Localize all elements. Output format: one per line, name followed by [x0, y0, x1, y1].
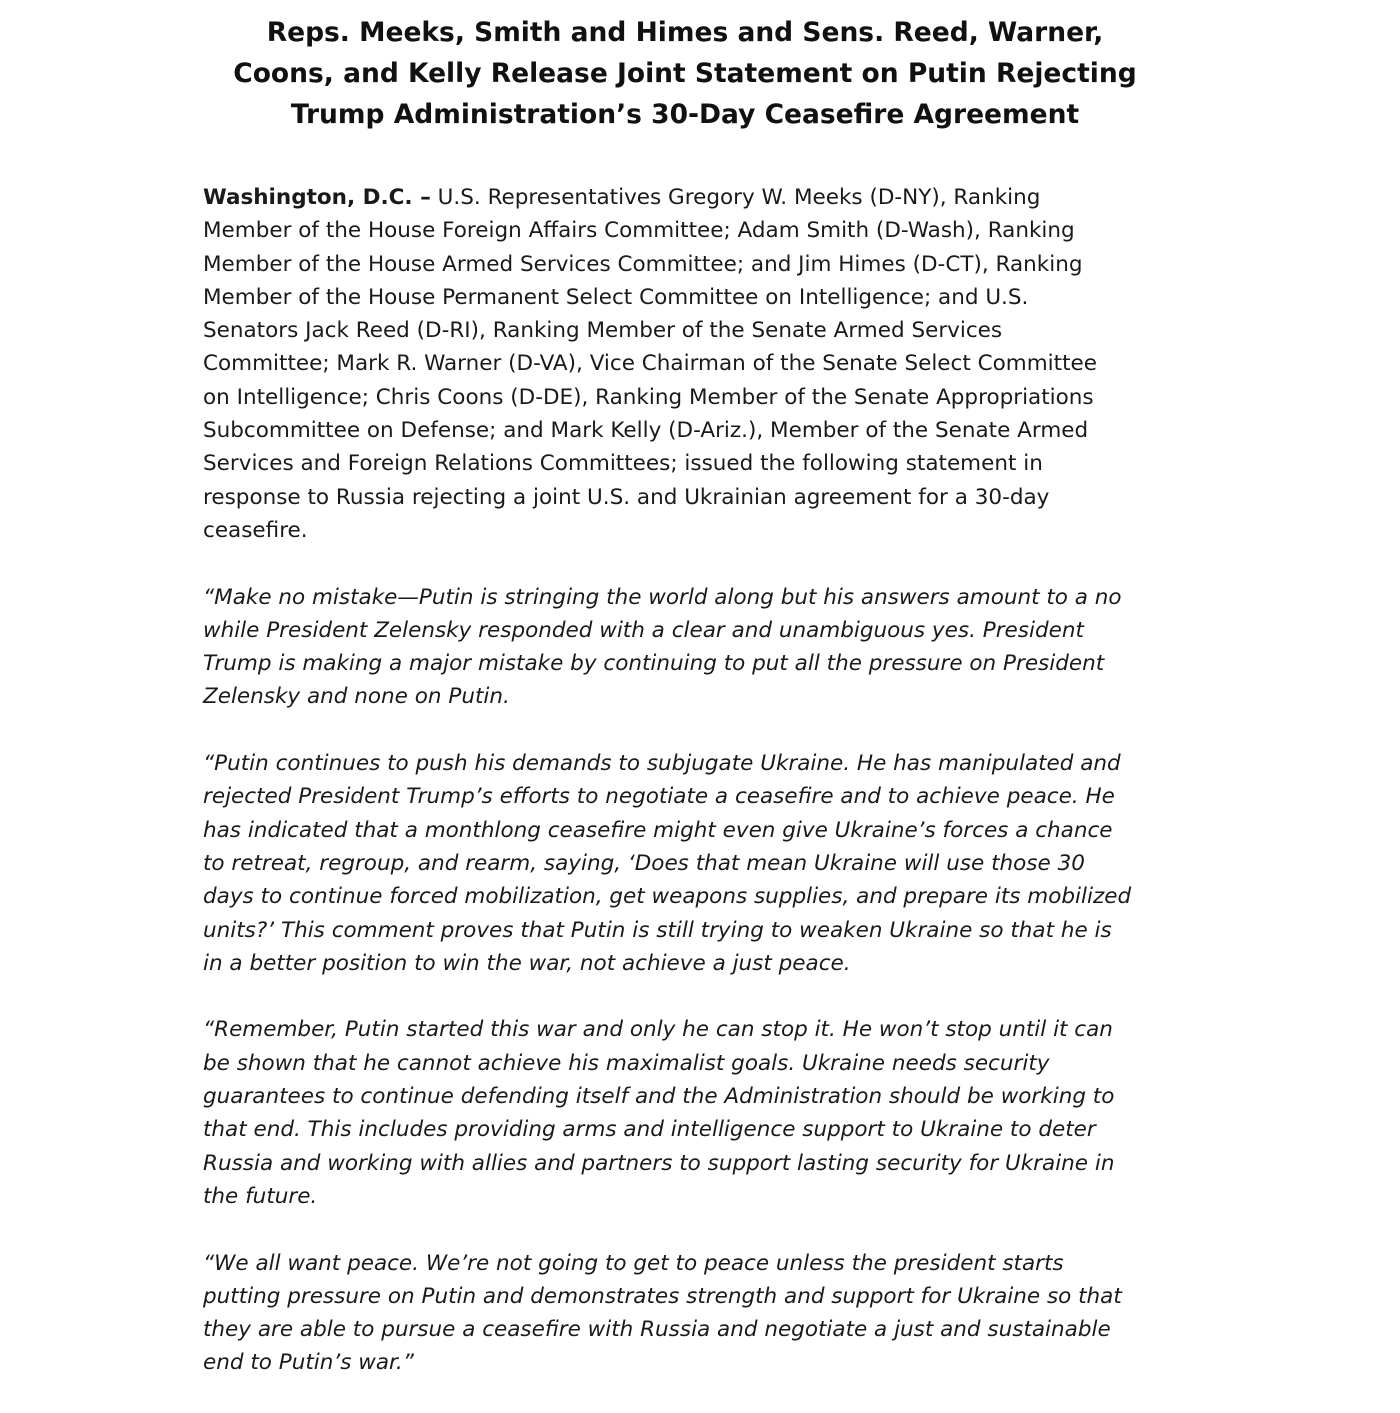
paragraph-line: Subcommittee on Defense; and Mark Kelly (D-Ariz.), Member of the Senate Armed — [203, 418, 1089, 444]
paragraph-line: “Putin continues to push his demands to subjugate Ukraine. He has manipulated and — [203, 751, 1121, 777]
quote-paragraph — [203, 1013, 1168, 1213]
paragraph-line: be shown that he cannot achieve his maximalist goals. Ukraine needs security — [203, 1050, 1050, 1076]
paragraph-line: Senators Jack Reed (D-RI), Ranking Member of the Senate Armed Services — [203, 318, 1003, 344]
paragraph-line: Russia and working with allies and partners to support lasting security for Ukraine in — [203, 1150, 1115, 1176]
paragraph-line: on Intelligence; Chris Coons (D-DE), Ranking Member of the Senate Appropriations — [203, 384, 1094, 410]
intro-first-line-text: U.S. Representatives Gregory W. Meeks (D-NY), Ranking — [430, 185, 1041, 210]
paragraph-line: Committee; Mark R. Warner (D-VA), Vice Chairman of the Senate Select Committee — [203, 351, 1097, 377]
paragraph-line: Trump is making a major mistake by continuing to put all the pressure on President — [203, 651, 1105, 677]
headline-line: Trump Administration’s 30-Day Ceasefire Agreement — [290, 99, 1080, 130]
paragraph-line: Zelensky and none on Putin. — [203, 684, 510, 710]
paragraph-line: rejected President Trump’s efforts to negotiate a ceasefire and to achieve peace. He — [203, 784, 1115, 810]
paragraph-line: units?’ This comment proves that Putin is still trying to weaken Ukraine so that he is — [203, 917, 1112, 943]
quote-paragraph — [203, 1247, 1168, 1380]
paragraph-line: “We all want peace. We’re not going to get to peace unless the president starts — [203, 1250, 1064, 1276]
paragraph-line: “Remember, Putin started this war and only he can stop it. He won’t stop until it can — [203, 1017, 1113, 1043]
paragraph-line: response to Russia rejecting a joint U.S. and Ukrainian agreement for a 30-day — [203, 484, 1050, 510]
paragraph-line: Member of the House Foreign Affairs Committee; Adam Smith (D-Wash), Ranking — [203, 218, 1075, 244]
paragraph-line: putting pressure on Putin and demonstrates strength and support for Ukraine so that — [203, 1283, 1122, 1309]
paragraph-line: “Make no mistake—Putin is stringing the world along but his answers amount to a no — [203, 584, 1122, 610]
paragraph-line — [203, 181, 1168, 214]
intro-paragraph — [203, 181, 1168, 547]
headline-line: Coons, and Kelly Release Joint Statement on Putin Rejecting — [233, 58, 1137, 89]
paragraph-line: guarantees to continue defending itself and the Administration should be working to — [203, 1084, 1115, 1110]
paragraph-line: Services and Foreign Relations Committees; issued the following statement in — [203, 451, 1043, 477]
paragraph-line: that end. This includes providing arms and intelligence support to Ukraine to deter — [203, 1117, 1096, 1143]
dateline: Washington, D.C. – — [203, 185, 431, 210]
paragraph-line: days to continue forced mobilization, get weapons supplies, and prepare its mobilized — [203, 884, 1132, 910]
paragraph-line: they are able to pursue a ceasefire with Russia and negotiate a just and sustainable — [203, 1317, 1111, 1343]
headline-line: Reps. Meeks, Smith and Himes and Sens. Reed, Warner, — [266, 17, 1104, 48]
quote-paragraph — [203, 581, 1168, 714]
paragraph-line: in a better position to win the war, not achieve a just peace. — [203, 950, 851, 976]
press-release-headline — [200, 12, 1170, 135]
paragraph-line: Member of the House Armed Services Committee; and Jim Himes (D-CT), Ranking — [203, 251, 1083, 277]
paragraph-line: while President Zelensky responded with a clear and unambiguous yes. President — [203, 617, 1084, 643]
paragraph-line: the future. — [203, 1183, 318, 1209]
quote-paragraph — [203, 747, 1168, 980]
paragraph-line: has indicated that a monthlong ceasefire might even give Ukraine’s forces a chance — [203, 817, 1113, 843]
paragraph-line: Member of the House Permanent Select Committee on Intelligence; and U.S. — [203, 284, 1029, 310]
press-release-body — [203, 181, 1168, 1413]
paragraph-line: ceasefire. — [203, 517, 308, 543]
paragraph-line: to retreat, regroup, and rearm, saying, ‘Does that mean Ukraine will use those 30 — [203, 850, 1085, 876]
paragraph-line: end to Putin’s war.” — [203, 1350, 414, 1376]
